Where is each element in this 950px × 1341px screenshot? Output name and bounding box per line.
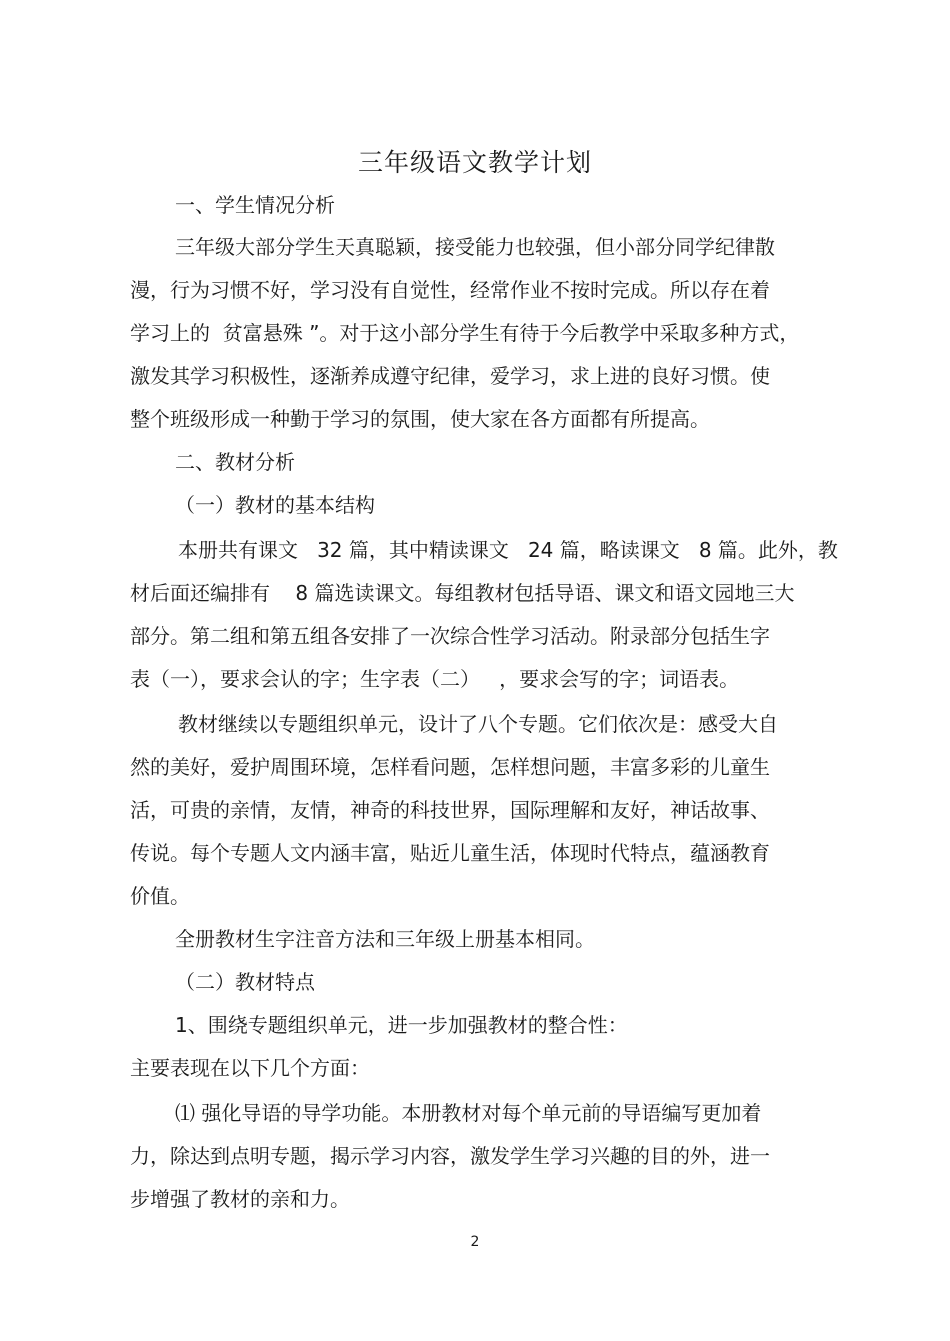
text-line: 学习上的 贫富悬殊 ”。对于这小部分学生有待于今后教学中采取多种方式，: [130, 321, 800, 345]
text-line: 漫，行为习惯不好，学习没有自觉性，经常作业不按时完成。所以存在着: [130, 278, 770, 302]
text-line: 整个班级形成一种勤于学习的氛围，使大家在各方面都有所提高。: [130, 407, 710, 431]
text-line: 本册共有课文 32 篇，其中精读课文 24 篇，略读课文 8 篇。此外，教: [178, 538, 838, 562]
text-line: 教材继续以专题组织单元，设计了八个专题。它们依次是：感受大自: [178, 712, 778, 736]
text-line: 步增强了教材的亲和力。: [130, 1187, 350, 1211]
text-line: 材后面还编排有 8 篇选读课文。每组教材包括导语、课文和语文园地三大: [130, 581, 795, 605]
text-line: （一）教材的基本结构: [175, 493, 375, 517]
document-title: 三年级语文教学计划: [357, 148, 592, 177]
text-line: 激发其学习积极性，逐渐养成遵守纪律，爱学习，求上进的良好习惯。使: [130, 364, 770, 388]
text-line: 部分。第二组和第五组各安排了一次综合性学习活动。附录部分包括生字: [130, 624, 770, 648]
text-line: 力，除达到点明专题，揭示学习内容，激发学生学习兴趣的目的外，进一: [130, 1144, 770, 1168]
text-line: 传说。每个专题人文内涵丰富，贴近儿童生活，体现时代特点，蕴涵教育: [130, 841, 770, 865]
text-line: 然的美好，爱护周围环境，怎样看问题，怎样想问题，丰富多彩的儿童生: [130, 755, 770, 779]
text-line: 主要表现在以下几个方面：: [130, 1056, 370, 1080]
page-number: 2: [470, 1234, 480, 1250]
text-line: （二）教材特点: [175, 970, 315, 994]
text-line: 价值。: [130, 884, 190, 908]
text-line: 1、围绕专题组织单元，进一步加强教材的整合性：: [175, 1013, 628, 1037]
text-line: 二、教材分析: [175, 450, 295, 474]
text-line: 表（一），要求会认的字；生字表（二） ，要求会写的字；词语表。: [130, 667, 740, 691]
text-line: ⑴ 强化导语的导学功能。本册教材对每个单元前的导语编写更加着: [175, 1101, 762, 1125]
text-line: 活，可贵的亲情，友情，神奇的科技世界，国际理解和友好，神话故事、: [130, 798, 770, 822]
text-line: 三年级大部分学生天真聪颖，接受能力也较强，但小部分同学纪律散: [175, 235, 775, 259]
text-line: 全册教材生字注音方法和三年级上册基本相同。: [175, 927, 595, 951]
text-line: 一、学生情况分析: [175, 193, 335, 217]
